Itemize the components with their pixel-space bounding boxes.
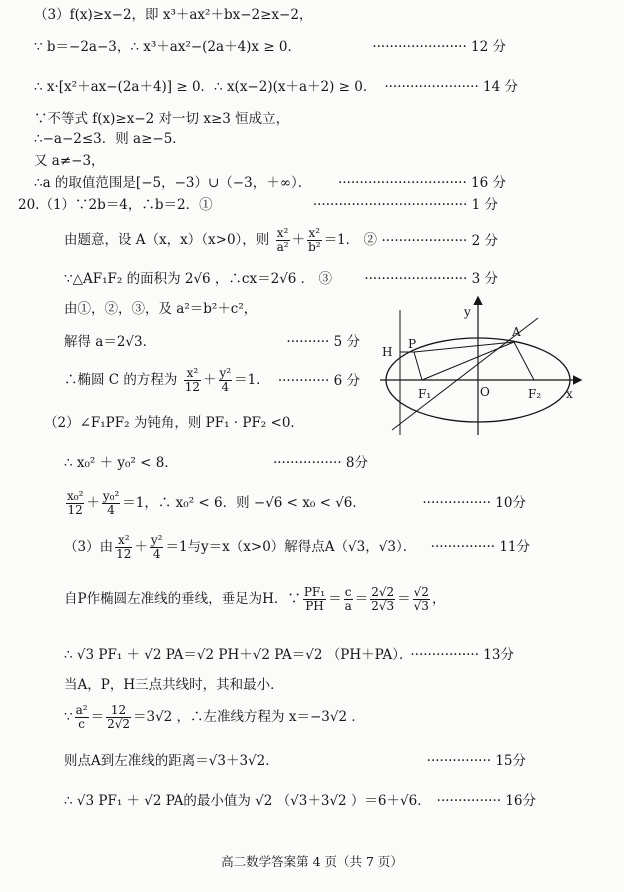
p20-score-15: ··············· 15分 xyxy=(426,753,526,769)
p20-line-11: 自P作椭圆左准线的垂线，垂足为H．∵ $\frac{\text{PF₁}}{PH}$ ＝ $\frac{c}{a}$ ＝ $\frac{2√2}{2√3}$ ＝ $\frac{√2}{√3}$ ， xyxy=(64,585,446,613)
label-A: A xyxy=(512,325,521,339)
p20-line-15: 则点A到左准线的距离＝√3＋3√2． xyxy=(64,753,279,769)
p20-score-2: ···················· 2 分 xyxy=(381,233,498,249)
p20-line-8: ∴ x₀² ＋ y₀² < 8． xyxy=(64,455,178,471)
segment-AF2 xyxy=(514,342,534,380)
p20-score-3: ························ 3 分 xyxy=(364,271,498,287)
fraction: $\frac{2√2}{2√3}$ xyxy=(371,585,395,613)
label-F2: F₂ xyxy=(528,387,542,401)
label-y: y xyxy=(464,305,471,319)
p20-line-5: 解得 a＝2√3． xyxy=(64,334,157,350)
segment-AF1 xyxy=(422,342,514,380)
p19-line-2: ∵ b＝−2a−3，∴ x³＋ax²−(2a＋4)x ≥ 0． xyxy=(34,39,302,55)
label-H: H xyxy=(382,345,393,359)
fraction: $\frac{\text{a²}}{c}$ xyxy=(75,703,88,731)
p20-line-4: 由①，②，③，及 a²＝b²＋c²， xyxy=(64,301,258,317)
fraction: $\frac{\text{x²}}{12}$ xyxy=(116,533,132,561)
segment-PF1 xyxy=(414,352,422,380)
p19-line-7: ∴a 的取值范围是[−5，−3）∪（−3，＋∞）． xyxy=(34,175,312,191)
p20-line-6: ∴椭圆 C 的方程为 $\frac{\text{x²}}{12}$ ＋ $\frac{\text{y²}}{4}$ ＝1． xyxy=(64,366,270,394)
p20-line-12: ∴ √3 PF₁ ＋ √2 PA＝√2 PH＋√2 PA＝√2 （PH＋PA）． xyxy=(64,647,413,663)
p19-line-5: ∴−a−2≤3．则 a≥−5． xyxy=(34,131,186,147)
p19-line-3: ∴ x·[x²＋ax−(2a＋4)] ≥ 0．∴ x(x−2)(x＋a＋2) ≥ 0． xyxy=(34,79,377,95)
fraction: $\frac{\text{x²}}{\text{a²}}$ xyxy=(276,226,289,254)
p20-line-9: $\frac{\text{x₀²}}{12}$ ＋ $\frac{\text{y₀²}}{4}$ ＝1，∴ x₀² < 6．则 −√6 < x₀ < √6． xyxy=(67,489,366,517)
ellipse-figure xyxy=(370,290,590,440)
p20-score-16: ··············· 16分 xyxy=(436,793,536,809)
p20-score-1: ···································· 1 分 xyxy=(312,197,498,213)
p20-score-8: ················ 8分 xyxy=(272,455,368,471)
fraction: $\frac{\text{PF₁}}{PH}$ xyxy=(303,585,326,613)
p20-score-10: ················ 10分 xyxy=(422,495,526,511)
p19-score-12: ······················ 12 分 xyxy=(372,39,506,55)
fraction: $\frac{c}{a}$ xyxy=(344,585,352,613)
p19-line-6: 又 a≠−3， xyxy=(34,153,105,169)
p19-score-16: ······························ 16 分 xyxy=(338,175,506,191)
p20-line-7: （2）∠F₁PF₂ 为钝角，则 PF₁ · PF₂ <0． xyxy=(44,415,304,431)
label-F1: F₁ xyxy=(418,387,432,401)
p19-line-4: ∵不等式 f(x)≥x−2 对一切 x≥3 恒成立， xyxy=(34,111,290,127)
p20-score-13: ················ 13分 xyxy=(410,647,514,663)
p20-line-3: ∵△AF₁F₂ 的面积为 2√6 ，∴cx＝2√6 ． ③ xyxy=(64,271,332,287)
p20-line-10: （3）由 $\frac{\text{x²}}{12}$ ＋ $\frac{\text{y²}}{4}$ ＝1与y＝x（x>0）解得点A（√3，√3）． xyxy=(64,533,417,561)
fraction: $\frac{\text{x²}}{\text{b²}}$ xyxy=(308,226,321,254)
label-x: x xyxy=(566,387,573,401)
segment-PA xyxy=(414,342,514,352)
label-P: P xyxy=(408,337,417,351)
fraction: $\frac{\text{y²}}{4}$ xyxy=(219,366,232,394)
fraction: $\frac{\text{x₀²}}{12}$ xyxy=(67,489,84,517)
p20-line-14: ∵ $\frac{\text{a²}}{c}$ ＝ $\frac{12}{2√2}$ ＝3√2 ，∴左准线方程为 x＝−3√2 ． xyxy=(64,703,365,731)
page-footer: 高二数学答案第 4 页（共 7 页） xyxy=(221,854,403,869)
fraction: $\frac{12}{2√2}$ xyxy=(107,703,130,731)
p20-line-2: 由题意，设 A（x，x）（x>0），则 $\frac{\text{x²}}{\text{a²}}$ ＋ $\frac{\text{x²}}{\text{b²}}$ ＝1． ② xyxy=(64,226,377,254)
p19-score-14: ······················ 14 分 xyxy=(384,79,518,95)
p20-score-5: ·········· 5 分 xyxy=(286,334,360,350)
label-O: O xyxy=(480,385,490,399)
fraction: $\frac{√2}{√3}$ xyxy=(413,585,429,613)
fraction: $\frac{\text{y₀²}}{4}$ xyxy=(102,489,120,517)
fraction: $\frac{\text{x²}}{12}$ xyxy=(184,366,200,394)
p20-line-13: 当A，P，H三点共线时，其和最小． xyxy=(64,677,284,693)
p20-score-6: ············ 6 分 xyxy=(277,373,360,389)
fraction: $\frac{\text{y²}}{4}$ xyxy=(150,533,163,561)
p20-line-16: ∴ √3 PF₁ ＋ √2 PA的最小值为 √2 （√3＋3√2 ）＝6＋√6． xyxy=(64,793,431,809)
p19-line-1: （3）f(x)≥x−2，即 x³＋ax²＋bx−2≥x−2， xyxy=(34,7,313,23)
p20-score-11: ··············· 11分 xyxy=(430,539,530,555)
p20-line-1: 20.（1）∵2b＝4，∴b＝2．① xyxy=(18,197,213,213)
